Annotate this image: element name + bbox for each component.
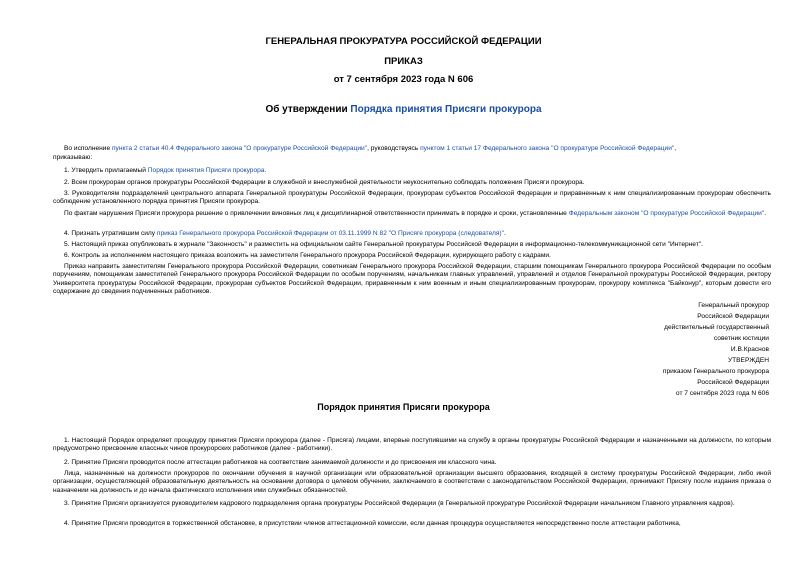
date-number-heading: от 7 сентября 2023 года N 606	[333, 74, 474, 85]
item-4	[53, 230, 771, 238]
law-link-2[interactable]: пунктом 1 статьи 17 Федерального закона "О прокуратуре Российской Федерации"	[420, 145, 675, 152]
document-title	[0, 104, 807, 116]
item-4-text: 4. Признать утратившим силу	[64, 230, 157, 237]
doc-type-heading: ПРИКАЗ	[384, 56, 423, 67]
approval-line: УТВЕРЖДЕН	[727, 357, 769, 364]
order-point-4: 4. Принятие Присяги проводится в торжественной обстановке, в присутствии членов аттестационной комиссии, если данная процедура осуществляется непосредственно после аттестации работника,	[64, 520, 681, 527]
law-link-1[interactable]: пункта 2 статьи 40.4 Федерального закона "О прокуратуре Российской Федерации"	[111, 145, 368, 152]
signature-line: Российской Федерации	[697, 313, 769, 320]
signature-line: Генеральный прокурор	[698, 302, 769, 309]
signature-block	[569, 300, 769, 399]
item-3: 3. Руководителям подразделений центрального аппарата Генеральной прокуратуры Российской Федерации, прокурорам субъектов Российской Федерации и приравненным к ним специализированным прокурорам обеспечить соблюдение установленного порядка принятия Присяги прокурора.	[53, 190, 771, 206]
org-heading: ГЕНЕРАЛЬНАЯ ПРОКУРАТУРА РОССИЙСКОЙ ФЕДЕРАЦИИ	[265, 36, 542, 47]
order-point-1: 1. Настоящий Порядок определяет процедуру принятия Присяги прокурора (далее - Присяга) лицами, впервые поступившими на службу в органы прокуратуры Российской Федерации и назначенными на должности, по которым предусмотрено присвоение классных чинов прокурорских работников (далее - работники).	[53, 437, 771, 453]
signature-line: И.В.Краснов	[730, 346, 769, 353]
item-5: 5. Настоящий приказ опубликовать в журнале "Законность" и разместить на официальном сайте Генеральной прокуратуры Российской Федерации в информационно-телекоммуникационной сети "Интернет".	[64, 241, 703, 248]
order-point-2: 2. Принятие Присяги проводится после аттестации работников на соответствие занимаемой должности и до присвоения им классного чина.	[64, 459, 497, 466]
item-1-end: .	[264, 167, 267, 174]
approval-line: приказом Генерального прокурора	[662, 368, 769, 375]
item-3-paragraph-2	[53, 210, 771, 218]
signature-line: советник юстиции	[713, 335, 769, 342]
order-link[interactable]: Порядок принятия Присяги прокурора	[147, 167, 265, 174]
item-7: Приказ направить заместителям Генерального прокурора Российской Федерации, советникам Генерального прокурора Российской Федерации, старшим помощникам Генерального прокурора Российской Федерации по особым поручениям, помощникам заместителей Генерального прокурора Российской Федерации по особым поручениям, начальникам главных управлений, управлений и отделов Генеральной прокуратуры Российской Федерации, ректору Университета прокуратуры Российской Федерации, прокурорам субъектов Российской Федерации, приравненным к ним военным и иным специализированным прокурорам, прокурору комплекса "Байконур", которым довести его содержание до сведения подчиненных работников.	[53, 263, 771, 296]
order-point-3: 3. Принятие Присяги организуется руководителем кадрового подразделения органа прокуратуры Российской Федерации (в Генеральной прокуратуре Российской Федерации начальником Главного управления кадров).	[64, 500, 735, 507]
order-title: Порядок принятия Присяги прокурора	[317, 402, 490, 412]
title-prefix: Об утверждении	[265, 104, 351, 115]
title-link[interactable]: Порядка принятия Присяги прокурора	[350, 104, 542, 115]
item-4-end: .	[503, 230, 506, 237]
preamble	[53, 145, 771, 153]
signature-line: действительный государственный	[664, 324, 769, 331]
approval-line: Российской Федерации	[697, 379, 769, 386]
repealed-order-link[interactable]: приказ Генерального прокурора Российской Федерации от 03.11.1999 N 82 "О Присяге прокурора (следователя)"	[156, 230, 504, 237]
item-3b-text: По фактам нарушения Присяги прокурора решение о привлечении виновных лиц к дисциплинарной ответственности принимать в порядке и сроки, установленные	[64, 210, 569, 217]
preamble-text-3: ,	[674, 145, 677, 152]
item-1-text: 1. Утвердить прилагаемый	[64, 167, 148, 174]
approval-line: от 7 сентября 2023 года N 606	[675, 390, 769, 397]
item-6: 6. Контроль за исполнением настоящего приказа возложить на заместителя Генерального прокурора Российской Федерации, курирующего работу с кадрами.	[64, 252, 551, 259]
preamble-text-1: Во исполнение	[64, 145, 112, 152]
item-3b-end: .	[764, 210, 767, 217]
item-1	[53, 167, 771, 175]
preamble-text-2: , руководствуясь	[367, 145, 421, 152]
preamble-order-word: приказываю:	[53, 154, 93, 161]
federal-law-link[interactable]: Федеральным законом "О прокуратуре Российской Федерации"	[568, 210, 765, 217]
item-2: 2. Всем прокурорам органов прокуратуры Российской Федерации в служебной и внеслужебной деятельности неукоснительно соблюдать положения Присяги прокурора.	[64, 179, 585, 186]
order-point-2-paragraph-2: Лица, назначенные на должности прокуроров по окончании обучения в научной организации или образовательной организации высшего образования, входящей в систему прокуратуры Российской Федерации, либо иной организации, осуществляющей образовательную деятельность на основании договора о целевом обучении, заключаемого в соответствии с законодательством Российской Федерации, принимают Присягу после издания приказа о назначении на должность и до начала фактического исполнения ими служебных обязанностей.	[53, 470, 771, 494]
